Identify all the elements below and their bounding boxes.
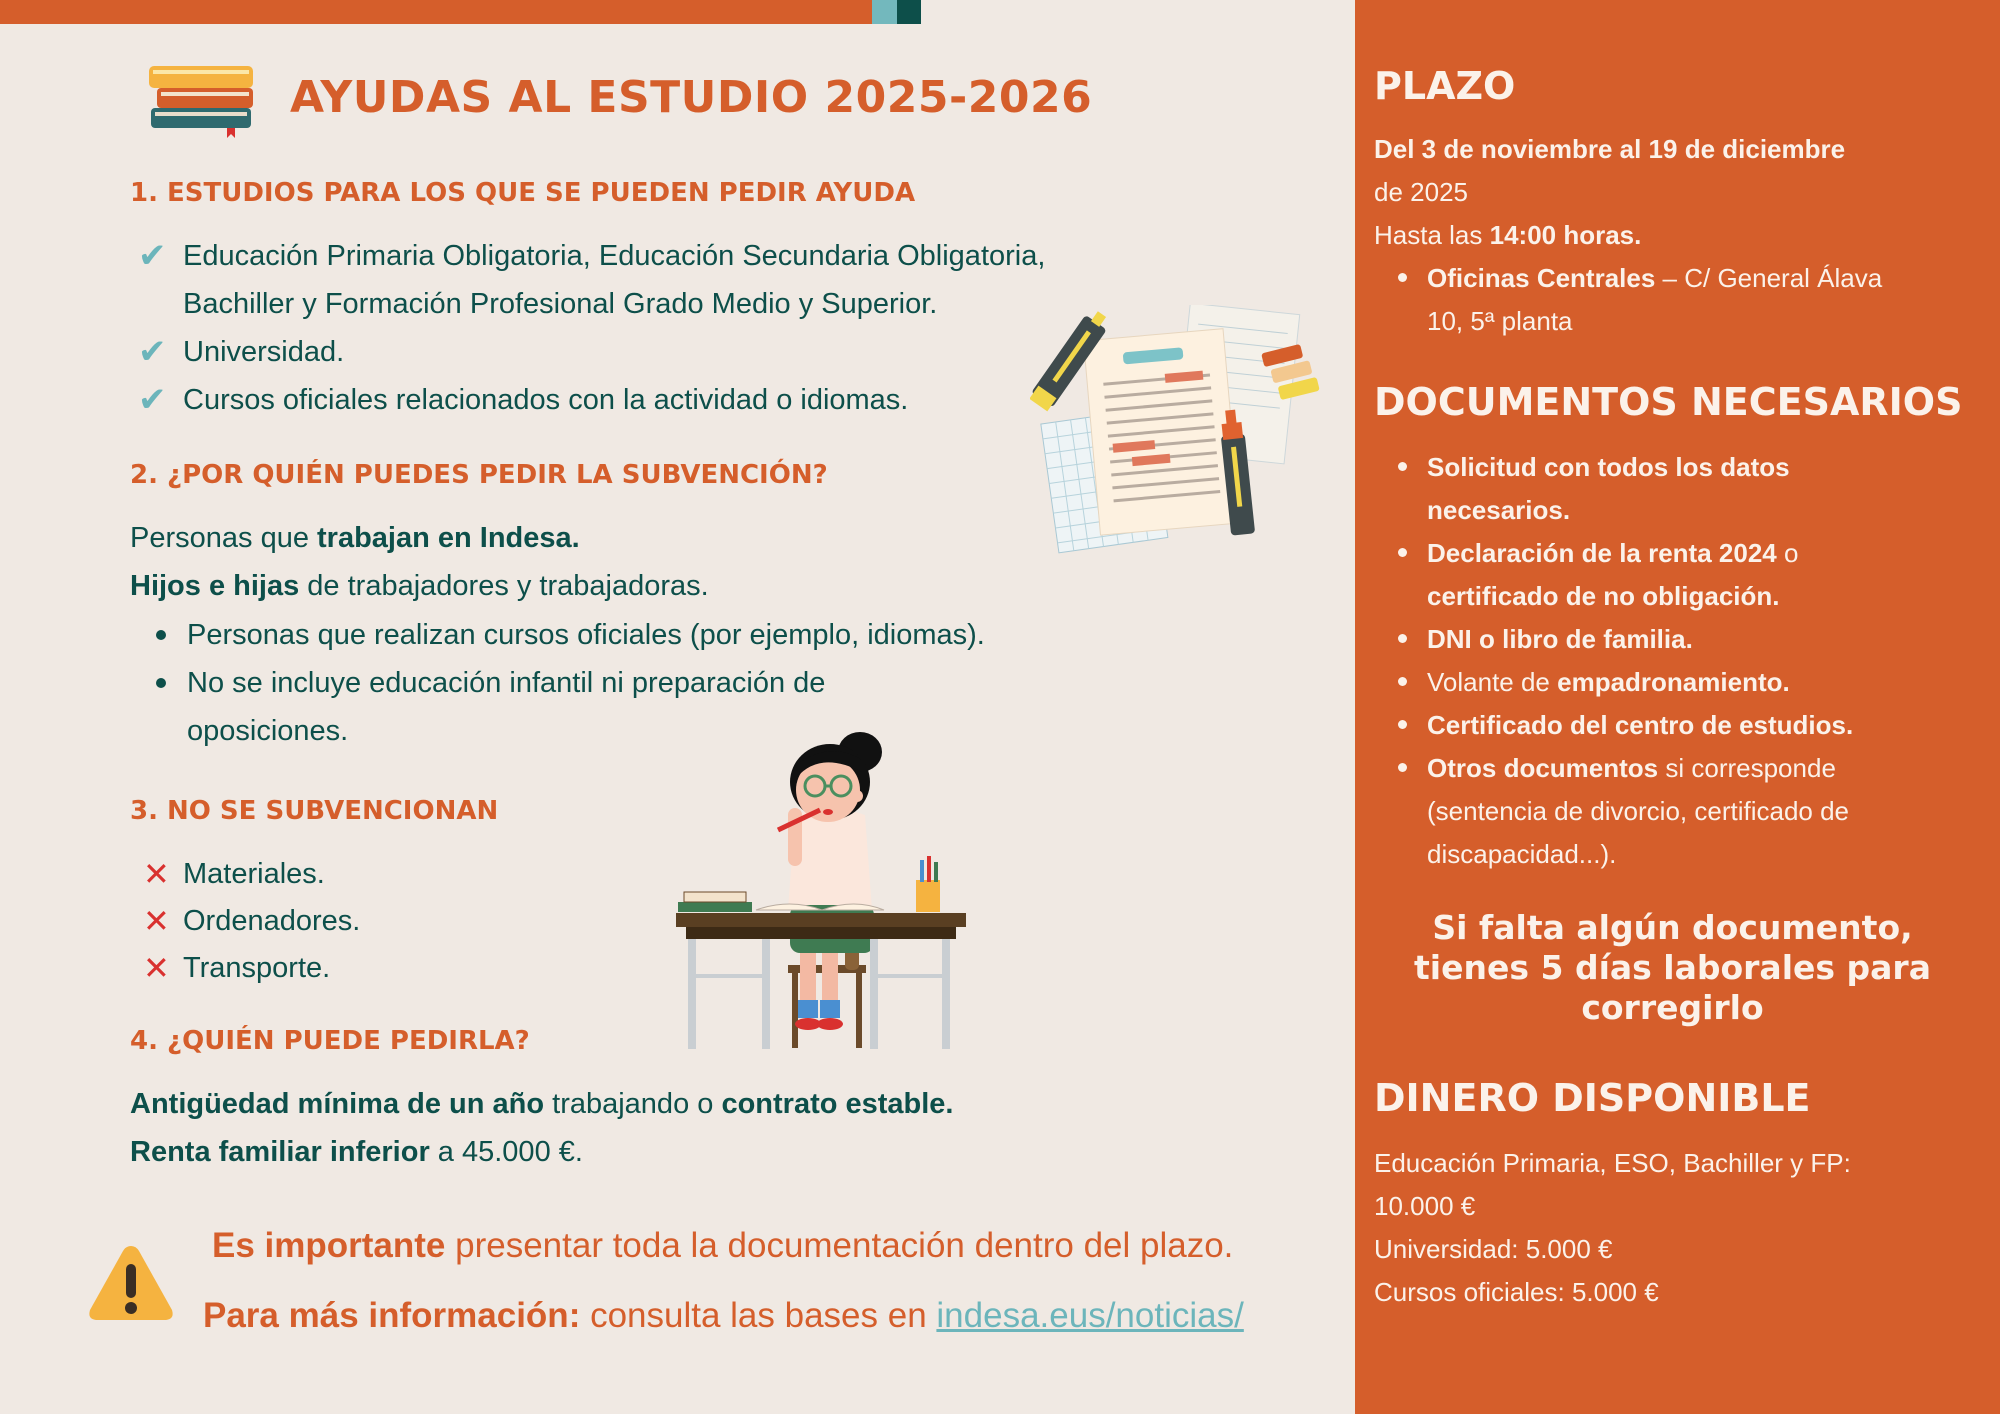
bullet-dot: [1398, 548, 1407, 557]
bullet-dot: [156, 678, 166, 688]
doc-1-emphasis: Solicitud con todos los datos: [1427, 452, 1790, 482]
bullet-dot: [156, 630, 166, 640]
bullet-dot: [1398, 273, 1407, 282]
beneficiary-emphasis: Hijos e hijas: [130, 570, 300, 602]
plazo-office-emphasis: Oficinas Centrales: [1427, 263, 1656, 293]
more-info-emphasis: Para más información:: [203, 1296, 581, 1335]
doc-4: [1427, 661, 1790, 704]
doc-1: [1427, 446, 1790, 489]
plazo-hours-emphasis: 14:00 horas.: [1489, 220, 1642, 250]
study-item-1: Educación Primaria Obligatoria, Educación Secundaria Obligatoria,: [183, 240, 1046, 272]
plazo-hours-text: Hasta las: [1374, 220, 1490, 250]
more-info-text: consulta las bases en: [580, 1296, 937, 1335]
section-4-title: 4. ¿QUIÉN PUEDE PEDIRLA?: [130, 1026, 530, 1056]
requirement-text: a 45.000 €.: [429, 1136, 583, 1168]
bullet-dot: [1398, 677, 1407, 686]
dinero-line-2: 10.000 €: [1374, 1191, 1476, 1221]
beneficiary-text: de trabajadores y trabajadoras.: [299, 570, 709, 602]
dinero-line-1: Educación Primaria, ESO, Bachiller y FP:: [1374, 1148, 1851, 1178]
beneficiary-bullet-2-cont: oposiciones.: [187, 715, 349, 747]
requirement-line-1: [130, 1080, 954, 1128]
doc-4-emphasis: empadronamiento.: [1557, 667, 1790, 697]
dinero-title: DINERO DISPONIBLE: [1374, 1076, 1811, 1120]
doc-6-emphasis: Otros documentos: [1427, 753, 1659, 783]
doc-6-text: si corresponde: [1658, 753, 1836, 783]
beneficiary-text: Personas que: [130, 522, 318, 554]
requirement-emphasis: contrato estable.: [721, 1088, 954, 1120]
doc-2-text: o: [1776, 538, 1799, 568]
beneficiary-line-2: [130, 562, 709, 610]
check-icon: ✔: [138, 237, 167, 275]
check-icon: ✔: [138, 333, 167, 371]
top-accent-dark: [897, 0, 921, 24]
doc-2: [1427, 532, 1798, 575]
plazo-dates: [1374, 128, 1845, 171]
warning-icon: [86, 1242, 176, 1324]
plazo-title: PLAZO: [1374, 64, 1516, 108]
check-icon: ✔: [138, 381, 167, 419]
requirement-emphasis: Antigüedad mínima de un año: [130, 1088, 545, 1120]
doc-3-emphasis: DNI o libro de familia.: [1427, 624, 1693, 654]
doc-2-emphasis: Declaración de la renta 2024: [1427, 538, 1777, 568]
plazo-office-cont: 10, 5ª planta: [1427, 306, 1573, 336]
plazo-dates-year: de 2025: [1374, 177, 1468, 207]
doc-6-cont: (sentencia de divorcio, certificado de: [1427, 796, 1850, 826]
page-title: AYUDAS AL ESTUDIO 2025-2026: [290, 72, 1093, 123]
documentos-title: DOCUMENTOS NECESARIOS: [1374, 380, 1963, 424]
beneficiary-line-1: [130, 514, 580, 562]
bullet-dot: [1398, 763, 1407, 772]
study-item-2: Universidad.: [183, 336, 345, 368]
doc-5-emphasis: Certificado del centro de estudios.: [1427, 710, 1854, 740]
plazo-office: [1427, 257, 1882, 300]
top-accent-teal: [872, 0, 897, 24]
plazo-office-text: – C/ General Álava: [1655, 263, 1883, 293]
plazo-dates-emphasis: Del 3 de noviembre al 19 de diciembre: [1374, 134, 1846, 164]
dinero-line-4: Cursos oficiales: 5.000 €: [1374, 1277, 1659, 1307]
bullet-dot: [1398, 634, 1407, 643]
doc-4-text: Volante de: [1427, 667, 1558, 697]
doc-6: [1427, 747, 1836, 790]
student-illustration: [670, 720, 970, 1050]
plazo-hours: [1374, 214, 1641, 257]
important-emphasis: Es importante: [212, 1226, 446, 1265]
info-link[interactable]: indesa.eus/noticias/: [936, 1296, 1244, 1335]
cross-icon: ✕: [143, 903, 170, 939]
excluded-item-3: Transporte.: [183, 952, 331, 984]
cross-icon: ✕: [143, 950, 170, 986]
books-icon: [145, 52, 265, 138]
bullet-dot: [1398, 720, 1407, 729]
requirement-emphasis: Renta familiar inferior: [130, 1136, 430, 1168]
beneficiary-emphasis: trabajan en Indesa.: [317, 522, 580, 554]
requirement-line-2: [130, 1128, 583, 1176]
excluded-item-1: Materiales.: [183, 858, 325, 890]
section-1-title: 1. ESTUDIOS PARA LOS QUE SE PUEDEN PEDIR AYUDA: [130, 178, 916, 208]
study-item-3: Cursos oficiales relacionados con la actividad o idiomas.: [183, 384, 909, 416]
bullet-dot: [1398, 462, 1407, 471]
section-2-title: 2. ¿POR QUIÉN PUEDES PEDIR LA SUBVENCIÓN?: [130, 460, 828, 490]
missing-document-note: Si falta algún documento, tienes 5 días laborales para corregirlo: [1414, 908, 1931, 1027]
doc-6-cont-2: discapacidad...).: [1427, 839, 1617, 869]
cross-icon: ✕: [143, 856, 170, 892]
doc-3: [1427, 618, 1693, 661]
dinero-line-3: Universidad: 5.000 €: [1374, 1234, 1613, 1264]
top-accent-bar: [0, 0, 872, 24]
study-item-1-cont: Bachiller y Formación Profesional Grado Medio y Superior.: [183, 288, 938, 320]
doc-2-cont-emphasis: certificado de no obligación.: [1427, 581, 1780, 611]
beneficiary-bullet-1: Personas que realizan cursos oficiales (por ejemplo, idiomas).: [187, 619, 985, 651]
excluded-item-2: Ordenadores.: [183, 905, 361, 937]
doc-1-cont-emphasis: necesarios.: [1427, 495, 1571, 525]
important-notice: [212, 1226, 1233, 1266]
documents-illustration: [1030, 305, 1330, 565]
doc-1-cont: [1427, 489, 1570, 532]
beneficiary-bullet-2: No se incluye educación infantil ni preparación de: [187, 667, 826, 699]
doc-5: [1427, 704, 1853, 747]
requirement-text: trabajando o: [544, 1088, 722, 1120]
more-info-line: [203, 1296, 1244, 1336]
section-3-title: 3. NO SE SUBVENCIONAN: [130, 796, 499, 826]
important-text: presentar toda la documentación dentro del plazo.: [445, 1226, 1234, 1265]
doc-2-cont: [1427, 575, 1780, 618]
